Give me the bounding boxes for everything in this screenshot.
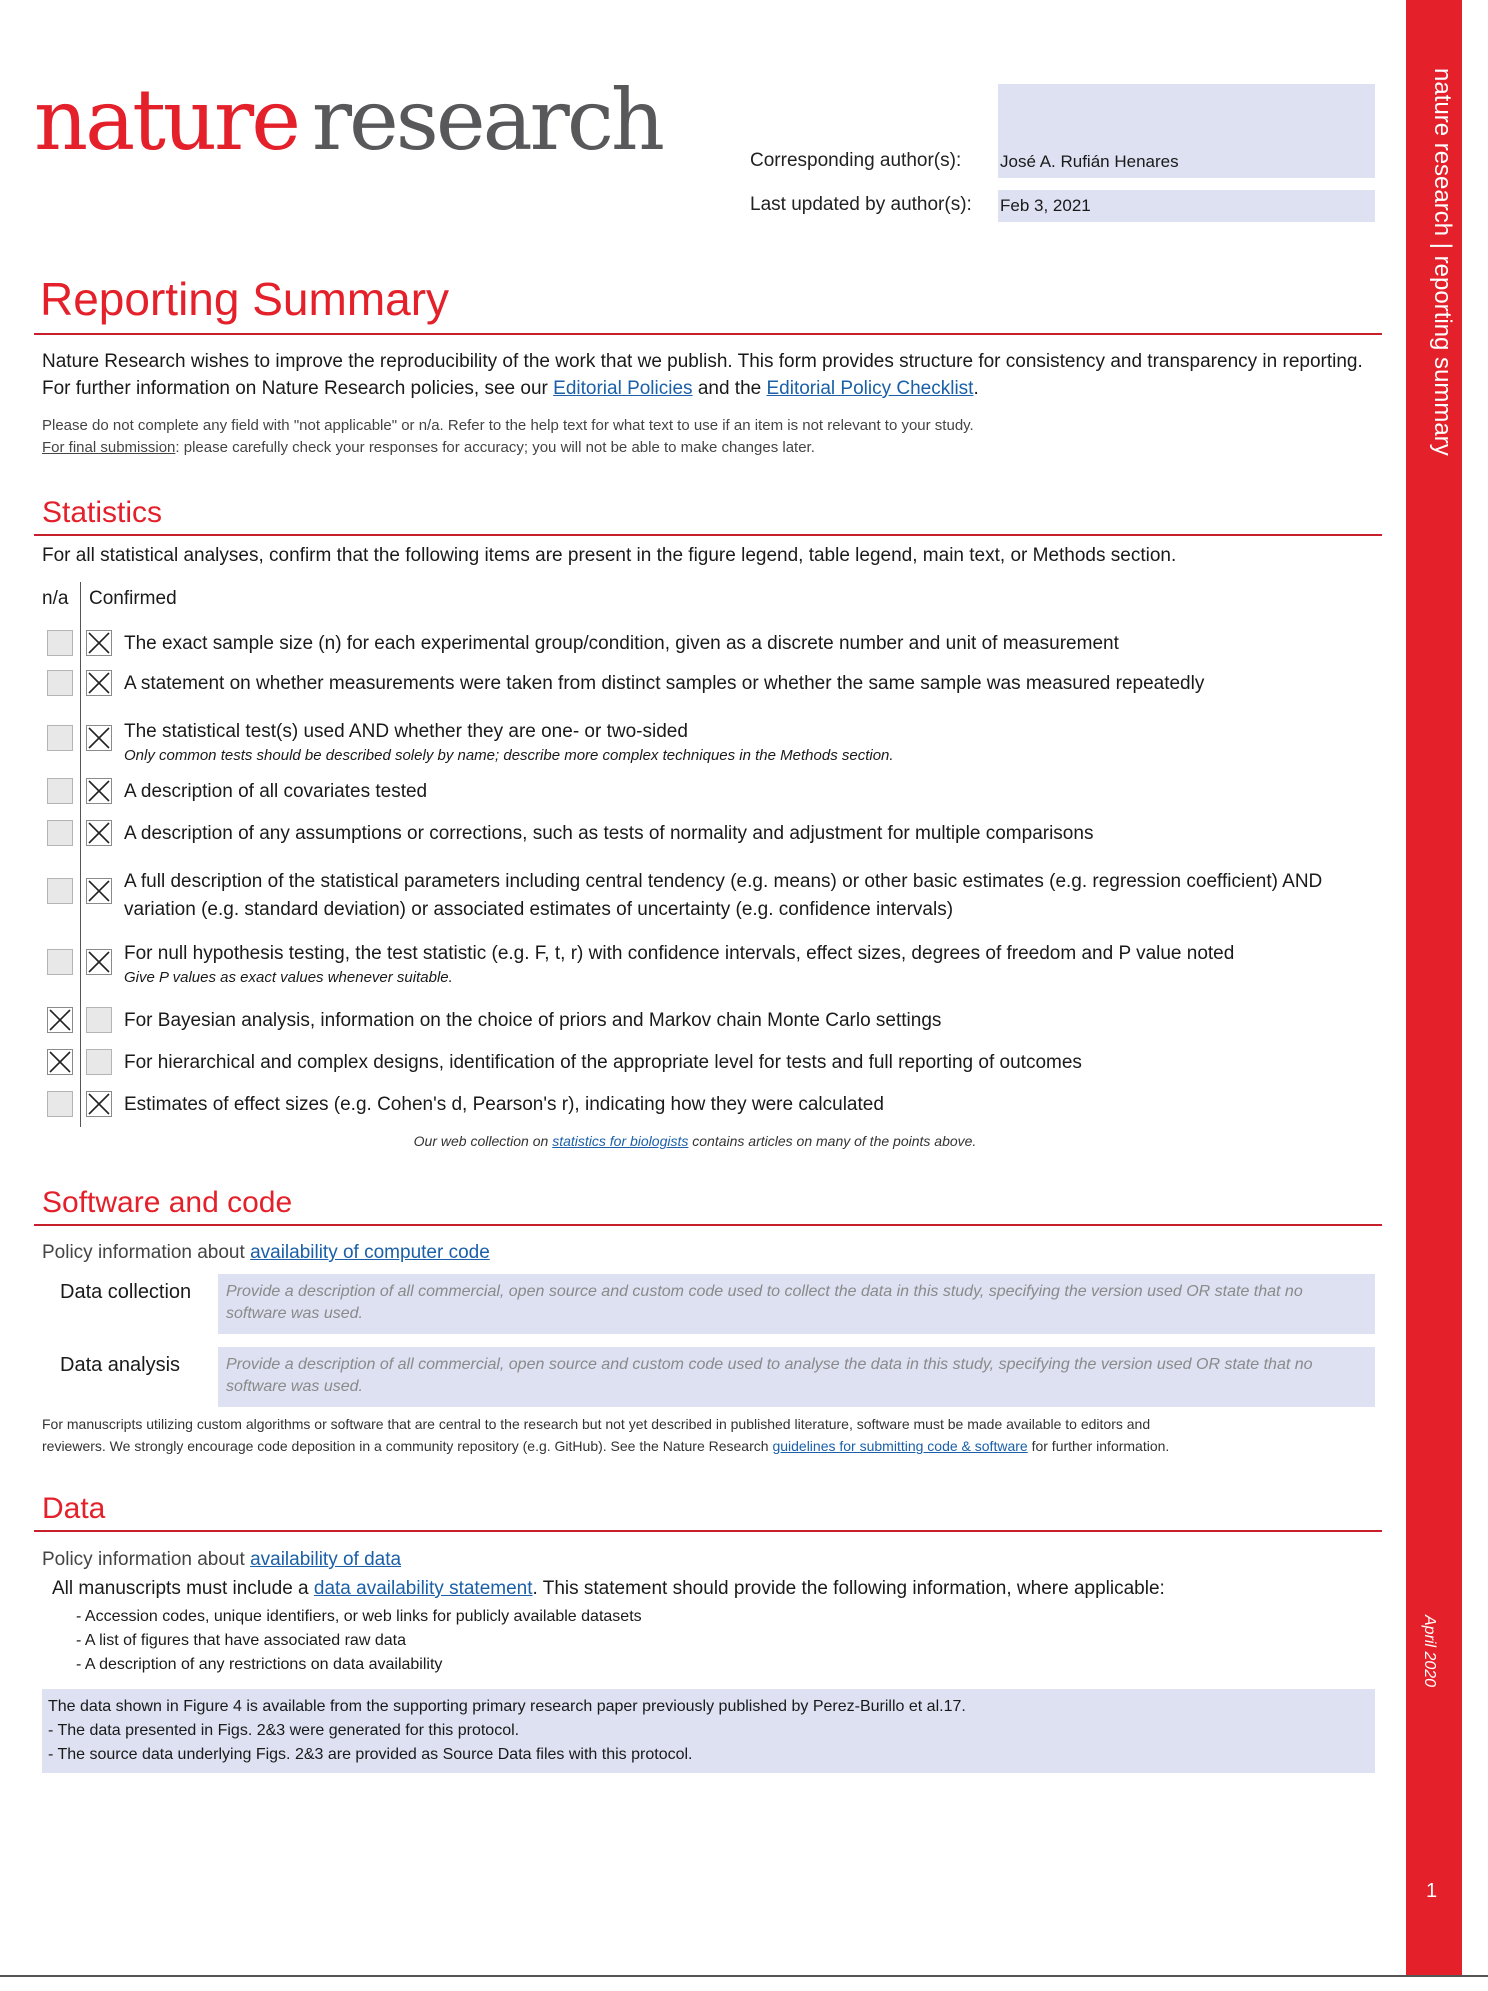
page-title: Reporting Summary [40,273,450,325]
na-checkbox[interactable] [47,670,73,696]
statistics-item-label: For Bayesian analysis, information on the choice of priors and Markov chain Monte Carlo settings [124,1010,942,1031]
statistics-item-label: For null hypothesis testing, the test statistic (e.g. F, t, r) with confidence intervals, effect sizes, degrees of freedom and P value noted [124,943,1235,964]
data-bullet: - A list of figures that have associated raw data [76,1632,406,1649]
na-checkbox[interactable] [47,630,73,656]
confirmed-checkbox[interactable] [86,1091,112,1117]
data-rule [34,1530,1382,1532]
availability-of-code-link[interactable]: availability of computer code [250,1242,490,1263]
software-footnote-line2 [42,1435,1169,1457]
x-mark-icon [87,950,111,974]
statistics-for-biologists-link[interactable]: statistics for biologists [552,1133,689,1149]
confirmed-checkbox[interactable] [86,1049,112,1075]
data-bullet: - A description of any restrictions on data availability [76,1656,443,1673]
confirmed-checkbox[interactable] [86,778,112,804]
last-updated-field[interactable]: Feb 3, 2021 [998,190,1375,222]
data-response-line: - The data presented in Figs. 2&3 were generated for this protocol. [48,1722,520,1739]
statistics-item-text [124,630,1384,658]
confirmed-checkbox[interactable] [86,670,112,696]
statistics-item-text [124,1049,1384,1077]
corresponding-author-label: Corresponding author(s): [750,150,962,171]
na-column-header: n/a [42,588,69,609]
x-mark-icon [87,821,111,845]
statistics-item-label: A statement on whether measurements were taken from distinct samples or whether the same sample was measured repeatedly [124,673,1205,694]
data-statement [52,1575,1397,1602]
logo-nature: nature [34,71,298,169]
data-response-line: The data shown in Figure 4 is available from the supporting primary research paper previously published by Perez-Burillo et al.17. [48,1698,966,1715]
data-availability-field[interactable] [42,1689,1375,1773]
na-checkbox[interactable] [47,1049,73,1075]
data-statement-before: All manuscripts must include a [52,1578,314,1599]
availability-of-data-link[interactable]: availability of data [250,1549,402,1570]
data-response-line: - The source data underlying Figs. 2&3 are provided as Source Data files with this protocol. [48,1746,693,1763]
statistics-item-label: The statistical test(s) used AND whether they are one- or two-sided [124,721,688,742]
instructions-line2-text: : please carefully check your responses for accuracy; you will not be able to make changes later. [175,439,815,456]
intro-text: Nature Research wishes to improve the reproducibility of the work that we publish. This form provides structure for consistency and transparency in reporting. For further information on Nature Research policies, see our [42,351,1363,399]
statistics-item-label: Estimates of effect sizes (e.g. Cohen's d, Pearson's r), indicating how they were calculated [124,1094,884,1115]
footnote-after: for further information. [1027,1438,1170,1454]
software-rule [34,1224,1382,1226]
corresponding-author-field[interactable]: José A. Rufián Henares [1000,152,1179,171]
statistics-item-text [124,670,1384,698]
data-collection-field[interactable]: Provide a description of all commercial, open source and custom code used to collect the data in this study, specifying the version used OR state that no software was used. [218,1274,1375,1334]
statistics-item-text [124,1091,1384,1119]
statistics-item-note: Give P values as exact values whenever suitable. [124,969,453,986]
x-mark-icon [87,631,111,655]
instructions-line1: Please do not complete any field with "not applicable" or n/a. Refer to the help text for what text to use if an item is not relevant to your study. [42,417,974,434]
statistics-item-label: A description of all covariates tested [124,781,428,802]
data-availability-statement-link[interactable]: data availability statement [313,1578,533,1599]
confirmed-column-header: Confirmed [89,588,177,609]
statistics-caption [0,1133,1390,1149]
title-rule [34,333,1382,335]
statistics-heading: Statistics [42,496,163,529]
software-footnote-line1: For manuscripts utilizing custom algorithms or software that are central to the research but not yet described in published literature, software must be made available to editors and [42,1416,1151,1432]
intro-text-mid: and the [692,378,767,399]
statistics-item-note: Only common tests should be described solely by name; describe more complex techniques in the Methods section. [124,747,894,764]
intro-text-end: . [973,378,979,399]
na-checkbox[interactable] [47,820,73,846]
x-mark-icon [87,726,111,750]
data-analysis-label: Data analysis [60,1354,181,1376]
x-mark-icon [48,1050,72,1074]
data-bullet: - Accession codes, unique identifiers, or web links for publicly available datasets [76,1608,642,1625]
software-policy-text: Policy information about [42,1242,251,1263]
column-divider [80,582,81,1127]
statistics-item-label: A full description of the statistical parameters including central tendency (e.g. means) or other basic estimates (e.g. regression coefficient) AND variation (e.g. standard deviation) or associated estimates of uncertainty (e.g. confidence intervals) [124,871,1323,920]
na-checkbox[interactable] [47,949,73,975]
page-number: 1 [1426,1880,1438,1902]
x-mark-icon [87,779,111,803]
statistics-intro: For all statistical analyses, confirm that the following items are present in the figure legend, table legend, main text, or Methods section. [42,545,1177,566]
nature-research-logo [34,71,662,169]
na-checkbox[interactable] [47,778,73,804]
sidebar-title: nature research | reporting summary [1429,68,1456,456]
code-guidelines-link[interactable]: guidelines for submitting code & software [772,1438,1028,1454]
confirmed-checkbox[interactable] [86,725,112,751]
logo-research: research [311,71,662,169]
data-collection-label: Data collection [60,1281,192,1303]
na-checkbox[interactable] [47,878,73,904]
x-mark-icon [48,1008,72,1032]
intro-paragraph [42,348,1387,402]
statistics-item-text [124,1007,1384,1035]
na-checkbox[interactable] [47,1091,73,1117]
data-policy [42,1546,1387,1573]
confirmed-checkbox[interactable] [86,820,112,846]
x-mark-icon [87,671,111,695]
bottom-rule [0,1975,1488,1977]
na-checkbox[interactable] [47,725,73,751]
statistics-item-label: A description of any assumptions or corrections, such as tests of normality and adjustment for multiple comparisons [124,823,1094,844]
data-policy-text: Policy information about [42,1549,251,1570]
statistics-item-text [124,820,1384,848]
caption-text-before: Our web collection on [413,1133,553,1149]
na-checkbox[interactable] [47,1007,73,1033]
confirmed-checkbox[interactable] [86,630,112,656]
instructions-line2 [42,437,815,459]
final-submission-link[interactable]: For final submission [42,439,176,456]
statistics-item-text [124,718,1384,766]
statistics-item-label: For hierarchical and complex designs, identification of the appropriate level for tests and full reporting of outcomes [124,1052,1082,1073]
sidebar-date: April 2020 [1421,1615,1438,1688]
data-statement-after: . This statement should provide the following information, where applicable: [532,1578,1165,1599]
editorial-policy-checklist-link[interactable]: Editorial Policy Checklist [766,378,974,399]
caption-text-after: contains articles on many of the points above. [688,1133,977,1149]
statistics-rule [34,534,1382,536]
editorial-policies-link[interactable]: Editorial Policies [553,378,693,399]
x-mark-icon [87,879,111,903]
statistics-item-text [124,940,1384,988]
statistics-item-label: The exact sample size (n) for each experimental group/condition, given as a discrete number and unit of measurement [124,633,1119,654]
software-heading: Software and code [42,1186,293,1219]
confirmed-checkbox[interactable] [86,949,112,975]
statistics-item-text [124,778,1384,806]
statistics-item-text [124,868,1394,924]
x-mark-icon [87,1092,111,1116]
data-analysis-field[interactable]: Provide a description of all commercial, open source and custom code used to analyse the data in this study, specifying the version used OR state that no software was used. [218,1347,1375,1407]
footnote-text: reviewers. We strongly encourage code deposition in a community repository (e.g. GitHub). See the Nature Research [42,1438,773,1454]
last-updated-label: Last updated by author(s): [750,194,972,215]
data-heading: Data [42,1492,106,1525]
confirmed-checkbox[interactable] [86,1007,112,1033]
software-policy [42,1239,1387,1266]
confirmed-checkbox[interactable] [86,878,112,904]
